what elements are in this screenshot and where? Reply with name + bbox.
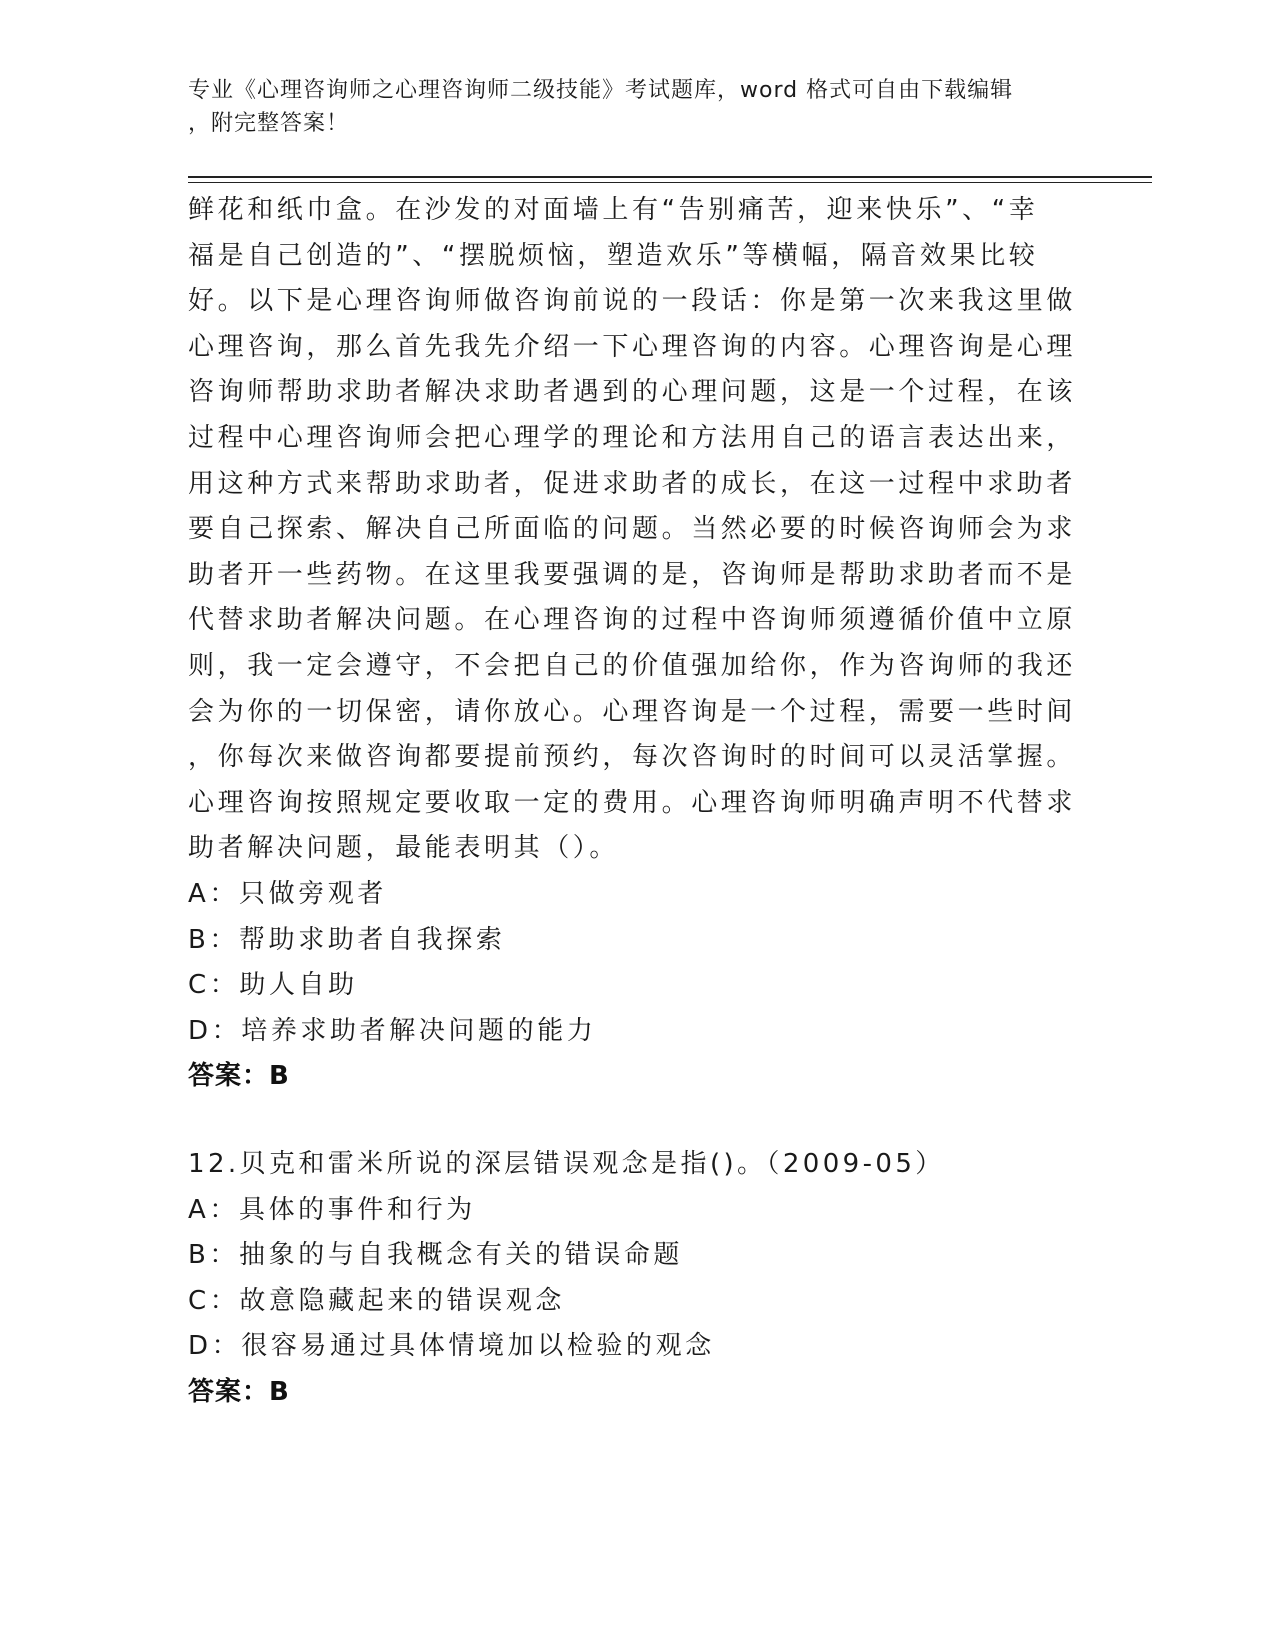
option-c: C：助人自助 (188, 970, 358, 1001)
header-line-1: 专业《心理咨询师之心理咨询师二级技能》考试题库，word 格式可自由下载编辑 (188, 78, 1014, 103)
passage-line: 助者开一些药物。在这里我要强调的是，咨询师是帮助求助者而不是 (188, 559, 1077, 590)
passage-line: 心理咨询按照规定要收取一定的费用。心理咨询师明确声明不代替求 (188, 787, 1077, 818)
answer-line: 答案：B (188, 1061, 290, 1092)
passage-line: 要自己探索、解决自己所面临的问题。当然必要的时候咨询师会为求 (188, 514, 1077, 545)
option-b: B：抽象的与自我概念有关的错误命题 (188, 1240, 684, 1271)
passage-line: 助者解决问题，最能表明其（）。 (188, 833, 620, 864)
header-line-2: ，附完整答案！ (188, 111, 350, 136)
option-a: A：只做旁观者 (188, 878, 387, 909)
question-12 (188, 1142, 1068, 1416)
passage-line: 鲜花和纸巾盒。在沙发的对面墙上有“告别痛苦，迎来快乐”、“幸 (188, 195, 1039, 225)
option-d: D：培养求助者解决问题的能力 (188, 1015, 597, 1046)
passage-line: 咨询师帮助求助者解决求助者遇到的心理问题，这是一个过程，在该 (188, 377, 1077, 408)
header-rule-thin (188, 182, 1152, 183)
header-rule-thick (188, 176, 1152, 178)
passage-line: 心理咨询，那么首先我先介绍一下心理咨询的内容。心理咨询是心理 (188, 331, 1077, 362)
page-header (188, 74, 1068, 140)
option-c: C：故意隐藏起来的错误观念 (188, 1285, 565, 1316)
passage-line: 用这种方式来帮助求助者，促进求助者的成长，在这一过程中求助者 (188, 468, 1077, 499)
passage-line: 过程中心理咨询师会把心理学的理论和方法用自己的语言表达出来， (188, 422, 1077, 453)
passage-line: 代替求助者解决问题。在心理咨询的过程中咨询师须遵循价值中立原 (188, 605, 1077, 636)
passage-line: 则，我一定会遵守，不会把自己的价值强加给你，作为咨询师的我还 (188, 650, 1077, 681)
passage-line: 会为你的一切保密，请你放心。心理咨询是一个过程，需要一些时间 (188, 696, 1077, 727)
passage-line: 福是自己创造的”、“摆脱烦恼，塑造欢乐”等横幅，隔音效果比较 (188, 240, 1039, 271)
option-d: D：很容易通过具体情境加以检验的观念 (188, 1331, 715, 1362)
option-b: B：帮助求助者自我探索 (188, 924, 506, 955)
passage-line: ，你每次来做咨询都要提前预约，每次咨询时的时间可以灵活掌握。 (188, 742, 1077, 773)
passage-line: 好。以下是心理咨询师做咨询前说的一段话：你是第一次来我这里做 (188, 286, 1077, 317)
question-stem: 12.贝克和雷米所说的深层错误观念是指()。（2009-05） (188, 1149, 945, 1179)
question-11-passage (188, 188, 1077, 1100)
answer-line: 答案：B (188, 1376, 290, 1407)
option-a: A：具体的事件和行为 (188, 1194, 476, 1225)
